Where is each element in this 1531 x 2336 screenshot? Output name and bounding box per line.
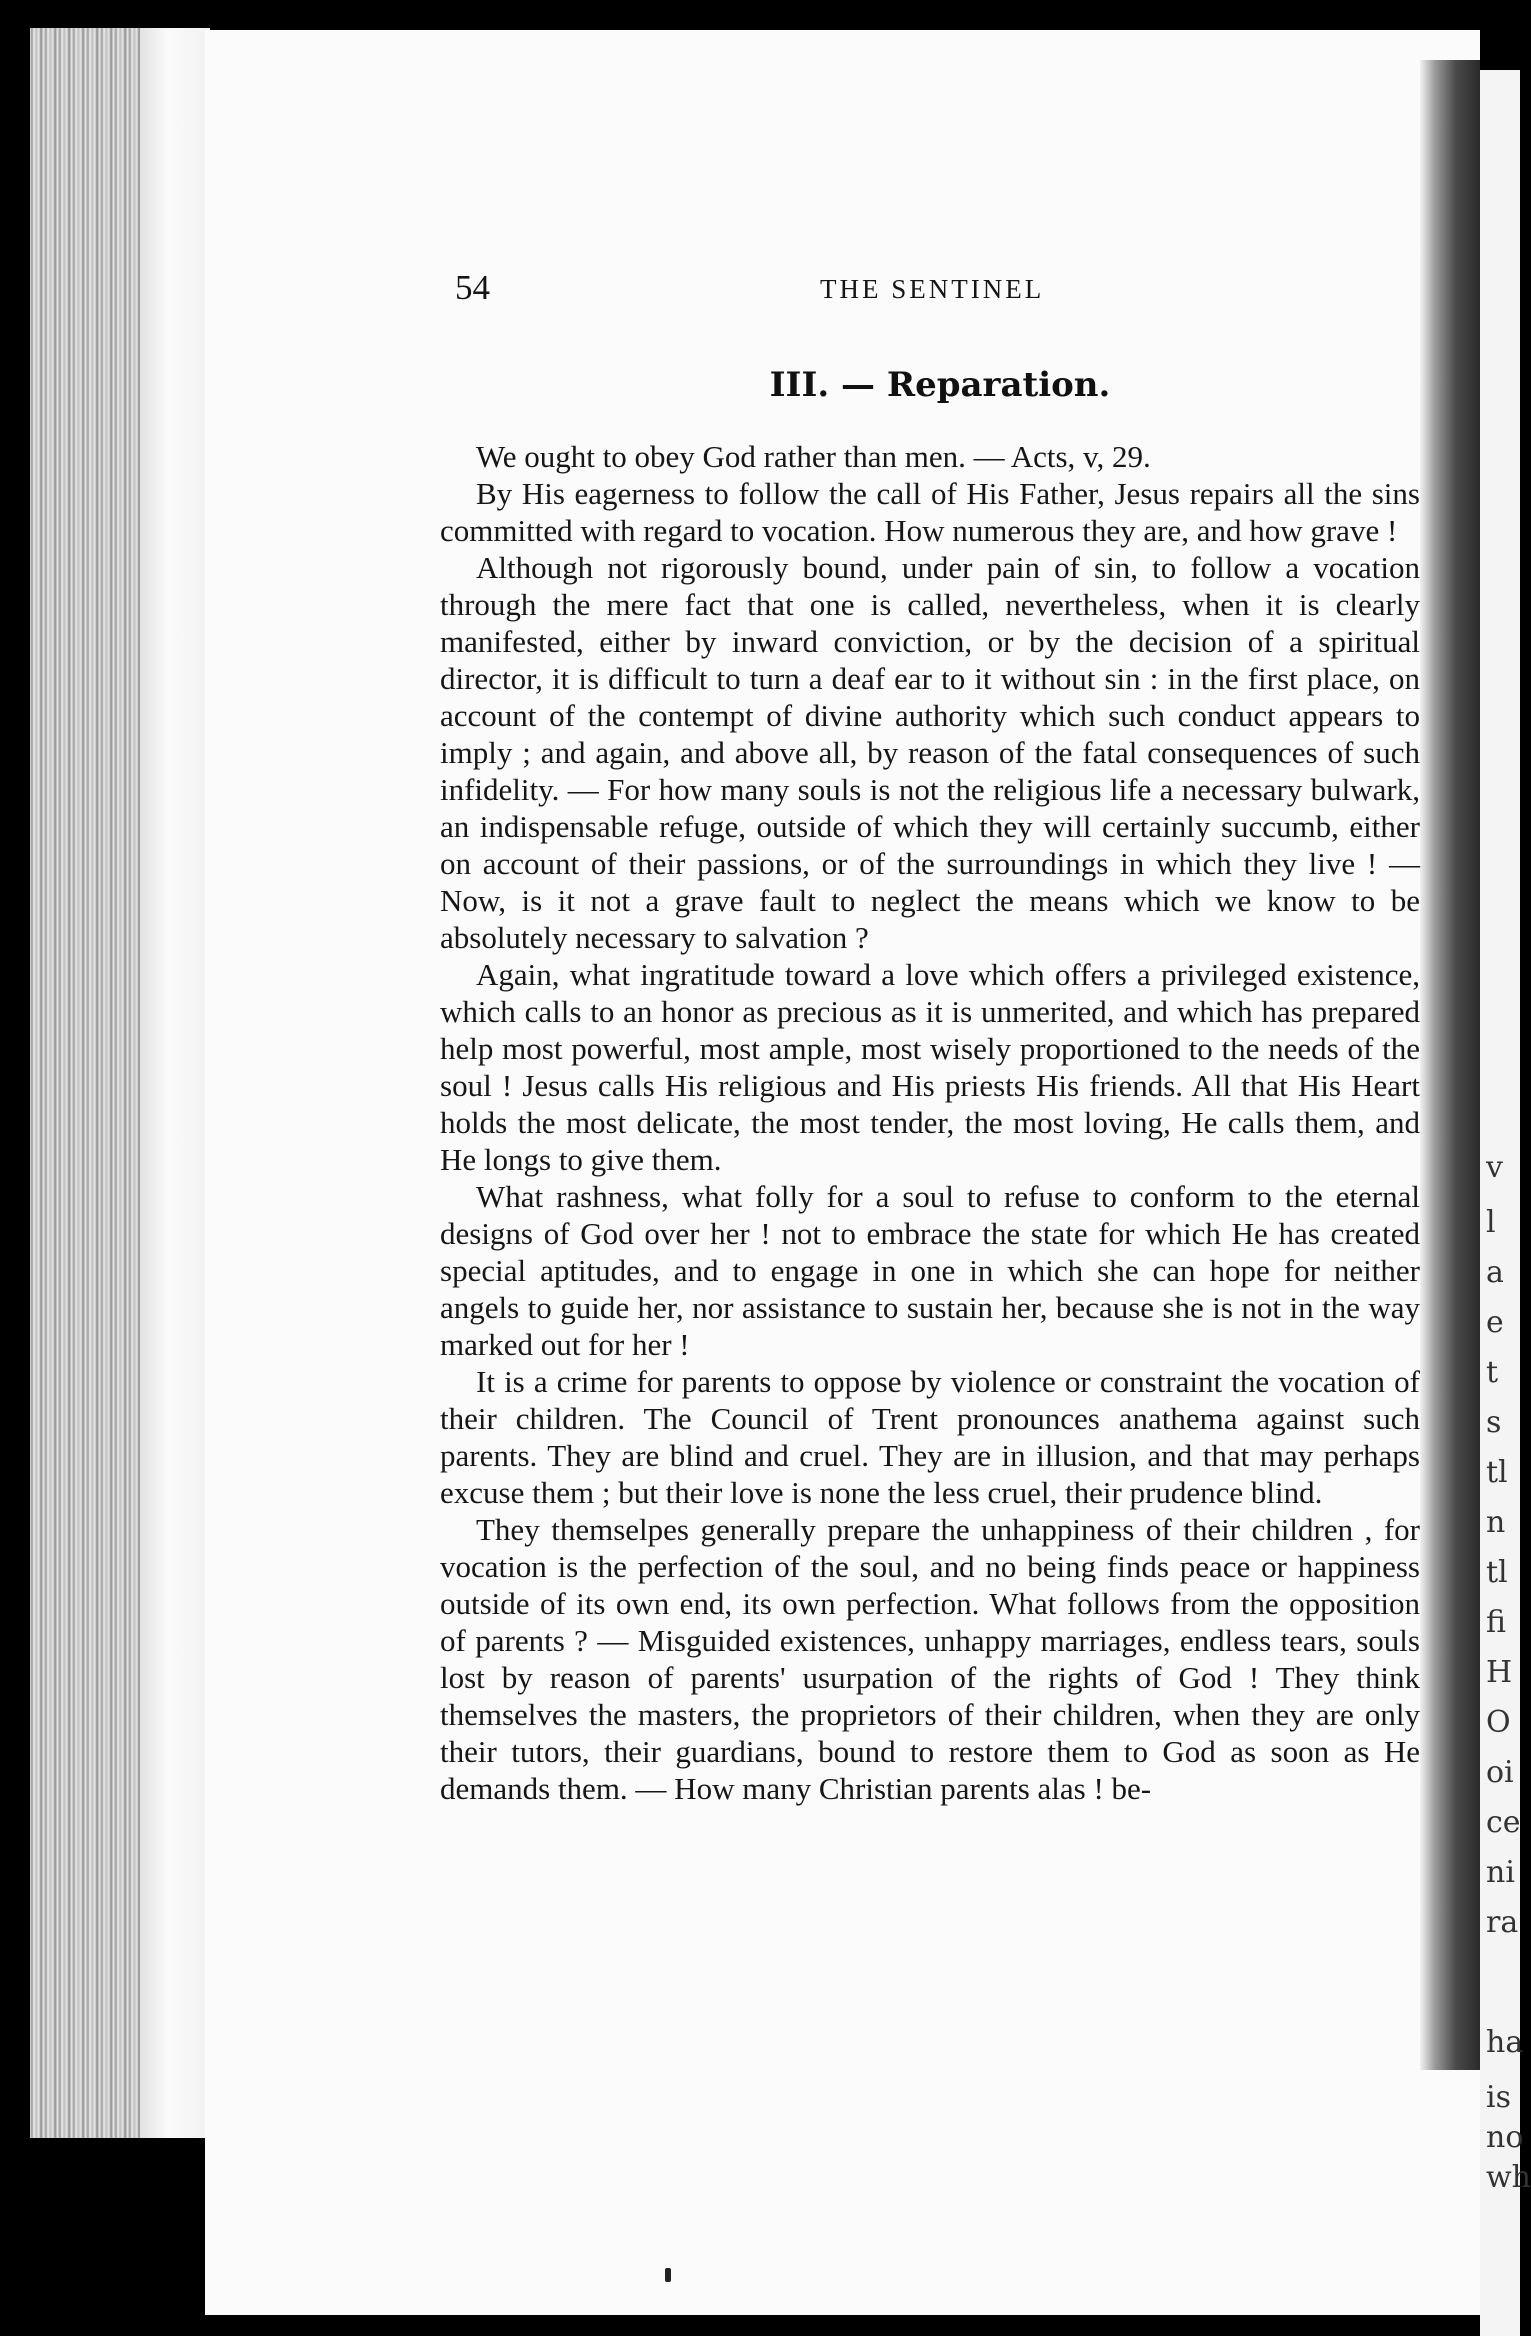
body-text	[440, 438, 1420, 1807]
facing-page-fragment: fi	[1486, 1605, 1507, 1640]
facing-page-fragment: tl	[1486, 1455, 1508, 1490]
print-mark	[665, 2268, 671, 2282]
facing-page-fragment: no	[1486, 2120, 1524, 2155]
facing-page-fragment: wh	[1486, 2160, 1531, 2195]
paragraph: They themselpes generally prepare the unhappiness of their children , for vocation is the perfection of the soul, and no being finds peace or happiness outside of its own end, its own perfection. What follows from the opposition of parents ? — Misguided existences, unhappy marriages, endless tears, souls lost by reason of parents' usurpation of the rights of God ! They think themselves the masters, the proprietors of their children, when they are only their tutors, their guardians, bound to restore them to God as soon as He demands them. — How many Christian parents alas ! be-	[440, 1512, 1420, 1806]
facing-page-edge	[1480, 70, 1531, 2336]
paragraph: By His eagerness to follow the call of His Father, Jesus repairs all the sins committed with regard to vocation. How numerous they are, and how grave !	[440, 476, 1420, 548]
paragraph: It is a crime for parents to oppose by violence or constraint the vocation of their children. The Council of Trent pronounces anathema against such parents. They are blind and cruel. They are in illusion, and that may perhaps excuse them ; but their love is none the less cruel, their prudence blind.	[440, 1364, 1420, 1510]
paragraph: What rashness, what folly for a soul to refuse to conform to the eternal designs of God over her ! not to embrace the state for which He has created special aptitudes, and to engage in one in which she can hope for neither angels to guide her, nor assistance to sustain her, because she is not in the way marked out for her !	[440, 1179, 1420, 1362]
facing-page-fragment: v	[1486, 1150, 1503, 1185]
facing-page-fragment: ce	[1486, 1805, 1521, 1840]
running-head	[455, 268, 1385, 318]
binding-shadow	[1420, 60, 1480, 2070]
page-gutter	[140, 28, 210, 2138]
facing-page-fragment: H	[1486, 1655, 1513, 1690]
section-title: III. — Reparation.	[769, 365, 1111, 405]
facing-page-fragment: ni	[1486, 1855, 1515, 1890]
facing-page-fragment: n	[1486, 1505, 1506, 1540]
facing-page-fragment: is	[1486, 2080, 1511, 2115]
paragraph: Again, what ingratitude toward a love which offers a privileged existence, which calls to an honor as precious as it is unmerited, and which has prepared help most powerful, most ample, most wisely proportioned to the needs of the soul ! Jesus calls His religious and His priests His friends. All that His Heart holds the most delicate, the most tender, the most loving, He calls them, and He longs to give them.	[440, 957, 1420, 1177]
facing-page-fragment: t	[1486, 1355, 1499, 1390]
facing-page-fragment: ra	[1486, 1905, 1519, 1940]
facing-page-fragment: e	[1486, 1305, 1504, 1340]
facing-page-fragment: tl	[1486, 1555, 1508, 1590]
epigraph: We ought to obey God rather than men. — Acts, v, 29.	[476, 439, 1151, 474]
page-number: 54	[455, 268, 490, 307]
facing-page-fragment: l	[1486, 1205, 1496, 1240]
facing-page-fragment: a	[1486, 1255, 1504, 1290]
facing-page-fragment: oi	[1486, 1755, 1514, 1790]
facing-page-fragment: O	[1486, 1705, 1511, 1740]
running-title: THE SENTINEL	[820, 274, 1045, 304]
facing-page-fragment: ha	[1486, 2025, 1524, 2060]
paragraph: Although not rigorously bound, under pain of sin, to follow a vocation through the mere fact that one is called, nevertheless, when it is clearly manifested, either by inward conviction, or by the decision of a spiritual director, it is difficult to turn a deaf ear to it without sin : in the first place, on account of the contempt of divine authority which such conduct appears to imply ; and again, and above all, by reason of the fatal consequences of such infidelity. — For how many souls is not the religious life a necessary bulwark, an indispensable refuge, outside of which they will certainly succumb, either on account of their passions, or of the surroundings in which they live ! — Now, is it not a grave fault to neglect the means which we know to be absolutely necessary to salvation ?	[440, 550, 1420, 955]
facing-page-fragment: s	[1486, 1405, 1502, 1440]
